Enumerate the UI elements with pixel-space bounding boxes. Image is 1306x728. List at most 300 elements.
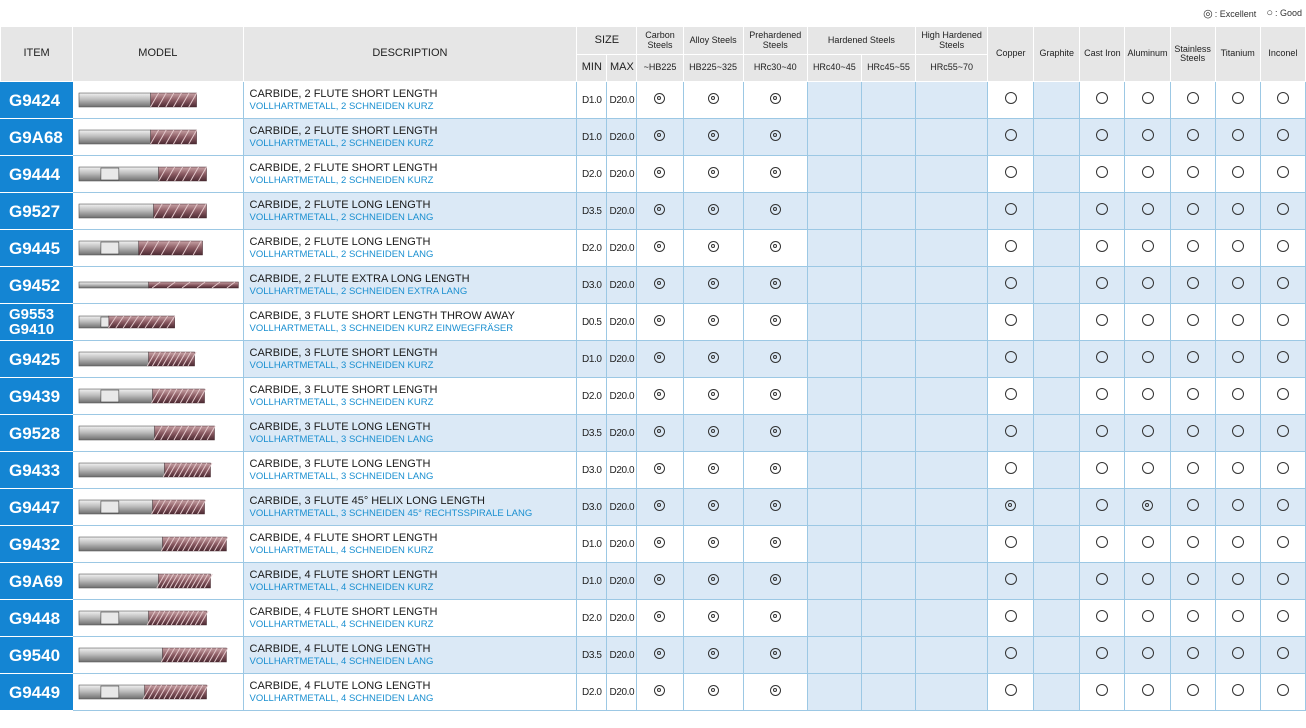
rating-alloy-steels: [683, 452, 743, 489]
rating-hardened-45-55: [861, 304, 915, 341]
item-code-text[interactable]: G9424: [9, 90, 61, 110]
rating-aluminum: [1125, 230, 1170, 267]
rating-high-hardened-55-70: [916, 415, 988, 452]
rating-alloy-steels: [683, 119, 743, 156]
rating-hardened-40-45: [807, 156, 861, 193]
header-hrc55-70: HRc55~70: [916, 55, 988, 82]
rating-hardened-40-45: [807, 341, 861, 378]
end-mill-icon: [75, 569, 240, 593]
good-icon: [1096, 351, 1108, 363]
good-icon: [1277, 388, 1289, 400]
model-image: [73, 304, 243, 341]
description-cell: [243, 526, 577, 563]
excellent-icon: [708, 315, 719, 326]
size-max: D20.0: [607, 415, 637, 452]
description-en: CARBIDE, 4 FLUTE SHORT LENGTH: [249, 568, 438, 581]
rating-graphite: [1034, 156, 1080, 193]
rating-titanium: [1215, 341, 1260, 378]
table-row: [1, 378, 1306, 415]
item-code-text[interactable]: G9410: [9, 321, 55, 338]
description-de: VOLLHARTMETALL, 4 SCHNEIDEN LANG: [249, 692, 434, 704]
rating-titanium: [1215, 304, 1260, 341]
good-icon: [1187, 462, 1199, 474]
good-icon: [1277, 240, 1289, 252]
excellent-icon: [708, 611, 719, 622]
good-icon: [1187, 351, 1199, 363]
rating-prehardened-steels: [743, 230, 807, 267]
good-icon: [1277, 92, 1289, 104]
description-en: CARBIDE, 3 FLUTE SHORT LENGTH: [249, 383, 438, 396]
item-code[interactable]: [1, 82, 73, 119]
rating-carbon-steels: [637, 452, 683, 489]
description-de: VOLLHARTMETALL, 2 SCHNEIDEN EXTRA LANG: [249, 285, 468, 297]
good-icon: [1005, 647, 1017, 659]
description-de: VOLLHARTMETALL, 2 SCHNEIDEN KURZ: [249, 100, 434, 112]
model-image: [73, 637, 243, 674]
size-min: D3.5: [577, 193, 607, 230]
good-icon: [1232, 536, 1244, 548]
rating-graphite: [1034, 341, 1080, 378]
good-icon: [1005, 351, 1017, 363]
excellent-icon: [770, 648, 781, 659]
rating-copper: [988, 489, 1034, 526]
description-de: VOLLHARTMETALL, 3 SCHNEIDEN KURZ EINWEGFRÄSER: [249, 322, 514, 334]
rating-graphite: [1034, 489, 1080, 526]
good-icon: [1005, 573, 1017, 585]
description-en: CARBIDE, 3 FLUTE 45° HELIX LONG LENGTH: [249, 494, 485, 507]
good-icon: [1232, 573, 1244, 585]
good-icon: [1232, 647, 1244, 659]
good-icon: [1187, 240, 1199, 252]
rating-hardened-45-55: [861, 119, 915, 156]
item-code-text[interactable]: G9452: [9, 275, 61, 295]
item-code-text[interactable]: G9A69: [9, 571, 63, 591]
rating-high-hardened-55-70: [916, 600, 988, 637]
excellent-icon: [654, 389, 665, 400]
excellent-icon: [708, 93, 719, 104]
rating-titanium: [1215, 82, 1260, 119]
rating-alloy-steels: [683, 674, 743, 711]
end-mill-icon: [75, 384, 240, 408]
good-icon: [1187, 610, 1199, 622]
size-max: D20.0: [607, 193, 637, 230]
good-icon: [1142, 277, 1154, 289]
shank-flat: [101, 612, 119, 624]
description-de: VOLLHARTMETALL, 3 SCHNEIDEN 45° RECHTSSPIRALE LANG: [249, 507, 533, 519]
excellent-icon: [770, 685, 781, 696]
item-code[interactable]: [1, 415, 73, 452]
description-cell: [243, 82, 577, 119]
item-code-text[interactable]: G9528: [9, 423, 61, 443]
good-icon: [1005, 92, 1017, 104]
size-min: D3.0: [577, 489, 607, 526]
good-icon: [1187, 166, 1199, 178]
model-image: [73, 267, 243, 304]
item-code[interactable]: [1, 230, 73, 267]
excellent-icon: [654, 241, 665, 252]
shank: [79, 282, 149, 288]
rating-hardened-40-45: [807, 489, 861, 526]
description-de: VOLLHARTMETALL, 4 SCHNEIDEN LANG: [249, 655, 434, 667]
good-icon: [1232, 92, 1244, 104]
rating-hardened-40-45: [807, 415, 861, 452]
size-max: D20.0: [607, 526, 637, 563]
rating-hardened-40-45: [807, 600, 861, 637]
good-icon: [1277, 203, 1289, 215]
rating-high-hardened-55-70: [916, 230, 988, 267]
end-mill-icon: [75, 273, 240, 297]
rating-alloy-steels: [683, 193, 743, 230]
rating-hardened-45-55: [861, 415, 915, 452]
excellent-icon: [654, 426, 665, 437]
rating-high-hardened-55-70: [916, 267, 988, 304]
good-icon: [1277, 314, 1289, 326]
rating-aluminum: [1125, 267, 1170, 304]
rating-high-hardened-55-70: [916, 341, 988, 378]
model-image: [73, 563, 243, 600]
rating-alloy-steels: [683, 415, 743, 452]
rating-aluminum: [1125, 378, 1170, 415]
good-icon: [1232, 351, 1244, 363]
rating-prehardened-steels: [743, 341, 807, 378]
rating-stainless-steels: [1170, 489, 1215, 526]
rating-prehardened-steels: [743, 563, 807, 600]
rating-graphite: [1034, 526, 1080, 563]
rating-copper: [988, 674, 1034, 711]
size-max: D20.0: [607, 119, 637, 156]
item-code[interactable]: [1, 674, 73, 711]
rating-hardened-40-45: [807, 452, 861, 489]
rating-stainless-steels: [1170, 563, 1215, 600]
item-code[interactable]: [1, 563, 73, 600]
rating-alloy-steels: [683, 600, 743, 637]
description-de: VOLLHARTMETALL, 4 SCHNEIDEN KURZ: [249, 618, 434, 630]
item-code[interactable]: [1, 526, 73, 563]
item-code-text[interactable]: G9448: [9, 608, 61, 628]
good-icon: [1187, 425, 1199, 437]
rating-alloy-steels: [683, 526, 743, 563]
item-code-text[interactable]: G9432: [9, 534, 61, 554]
item-code-text[interactable]: G9445: [9, 238, 61, 258]
good-icon: [1187, 92, 1199, 104]
description-de: VOLLHARTMETALL, 4 SCHNEIDEN KURZ: [249, 581, 434, 593]
legend-excellent: ◎ : Excellent: [1203, 7, 1257, 20]
description-cell: [243, 341, 577, 378]
description-en: CARBIDE, 2 FLUTE LONG LENGTH: [249, 198, 431, 211]
table-row: [1, 341, 1306, 378]
excellent-icon: [708, 500, 719, 511]
rating-hardened-40-45: [807, 563, 861, 600]
item-code-text[interactable]: G9425: [9, 349, 61, 369]
excellent-icon: [654, 204, 665, 215]
rating-high-hardened-55-70: [916, 82, 988, 119]
good-icon: [1232, 166, 1244, 178]
item-code[interactable]: [1, 119, 73, 156]
rating-titanium: [1215, 489, 1260, 526]
excellent-icon: [654, 500, 665, 511]
rating-alloy-steels: [683, 267, 743, 304]
rating-prehardened-steels: [743, 415, 807, 452]
good-icon: [1142, 203, 1154, 215]
item-code-text[interactable]: G9A68: [9, 127, 63, 147]
good-icon: [1096, 277, 1108, 289]
item-code[interactable]: [1, 267, 73, 304]
rating-cast-iron: [1080, 341, 1125, 378]
model-image: [73, 600, 243, 637]
good-icon: [1277, 129, 1289, 141]
rating-inconel: [1260, 119, 1305, 156]
header-carbon-steels: Carbon Steels: [637, 27, 683, 55]
good-icon: [1277, 166, 1289, 178]
excellent-icon: [654, 278, 665, 289]
excellent-icon: [654, 574, 665, 585]
good-icon: [1142, 573, 1154, 585]
size-max: D20.0: [607, 341, 637, 378]
good-icon: [1005, 314, 1017, 326]
end-mill-icon: [75, 347, 240, 371]
good-icon: [1096, 647, 1108, 659]
good-icon: [1142, 351, 1154, 363]
rating-prehardened-steels: [743, 156, 807, 193]
good-icon: [1277, 425, 1289, 437]
description-de: VOLLHARTMETALL, 3 SCHNEIDEN KURZ: [249, 396, 434, 408]
rating-hardened-45-55: [861, 674, 915, 711]
model-image: [73, 341, 243, 378]
rating-inconel: [1260, 156, 1305, 193]
excellent-icon: [654, 648, 665, 659]
rating-copper: [988, 452, 1034, 489]
good-icon: [1096, 388, 1108, 400]
table-row: [1, 563, 1306, 600]
rating-high-hardened-55-70: [916, 378, 988, 415]
rating-hardened-45-55: [861, 82, 915, 119]
rating-hardened-40-45: [807, 378, 861, 415]
model-image: [73, 193, 243, 230]
rating-high-hardened-55-70: [916, 119, 988, 156]
good-icon: [1096, 573, 1108, 585]
rating-inconel: [1260, 452, 1305, 489]
rating-copper: [988, 637, 1034, 674]
item-code[interactable]: [1, 600, 73, 637]
header-size: SIZE: [577, 27, 637, 55]
shank-flat: [101, 168, 119, 180]
excellent-icon: [708, 648, 719, 659]
item-code[interactable]: [1, 304, 73, 341]
rating-stainless-steels: [1170, 267, 1215, 304]
shank: [79, 93, 151, 107]
end-mill-icon: [75, 421, 240, 445]
item-code-text[interactable]: G9444: [9, 164, 61, 184]
rating-copper: [988, 563, 1034, 600]
rating-cast-iron: [1080, 637, 1125, 674]
excellent-icon: [654, 130, 665, 141]
product-table: [0, 26, 1306, 711]
description-cell: [243, 119, 577, 156]
table-row: [1, 156, 1306, 193]
rating-hardened-45-55: [861, 193, 915, 230]
item-code[interactable]: [1, 341, 73, 378]
excellent-icon: [770, 426, 781, 437]
table-row: [1, 674, 1306, 711]
flute: [154, 204, 207, 218]
rating-hardened-40-45: [807, 304, 861, 341]
rating-aluminum: [1125, 674, 1170, 711]
shank-flat: [101, 686, 119, 698]
size-min: D1.0: [577, 82, 607, 119]
description-en: CARBIDE, 4 FLUTE LONG LENGTH: [249, 642, 431, 655]
end-mill-icon: [75, 199, 240, 223]
rating-cast-iron: [1080, 267, 1125, 304]
good-icon: [1142, 425, 1154, 437]
item-code[interactable]: [1, 378, 73, 415]
size-max: D20.0: [607, 82, 637, 119]
excellent-icon: [770, 93, 781, 104]
end-mill-icon: [75, 236, 240, 260]
rating-alloy-steels: [683, 156, 743, 193]
rating-cast-iron: [1080, 415, 1125, 452]
end-mill-icon: [75, 495, 240, 519]
rating-carbon-steels: [637, 674, 683, 711]
description-cell: [243, 563, 577, 600]
excellent-icon: [770, 463, 781, 474]
rating-hardened-40-45: [807, 674, 861, 711]
rating-alloy-steels: [683, 637, 743, 674]
size-min: D1.0: [577, 563, 607, 600]
rating-prehardened-steels: [743, 193, 807, 230]
legend: [0, 0, 1306, 26]
item-code-text[interactable]: G9540: [9, 645, 61, 665]
description-de: VOLLHARTMETALL, 3 SCHNEIDEN LANG: [249, 433, 434, 445]
rating-inconel: [1260, 489, 1305, 526]
rating-cast-iron: [1080, 600, 1125, 637]
good-icon: [1096, 92, 1108, 104]
rating-aluminum: [1125, 119, 1170, 156]
size-min: D2.0: [577, 674, 607, 711]
excellent-icon: [654, 167, 665, 178]
good-icon: [1232, 277, 1244, 289]
size-min: D3.5: [577, 637, 607, 674]
rating-hardened-45-55: [861, 378, 915, 415]
header-model: MODEL: [73, 27, 243, 82]
item-code-text[interactable]: G9447: [9, 497, 61, 517]
rating-hardened-45-55: [861, 156, 915, 193]
rating-carbon-steels: [637, 563, 683, 600]
good-icon: [1142, 166, 1154, 178]
rating-high-hardened-55-70: [916, 526, 988, 563]
item-code-text[interactable]: G9433: [9, 460, 61, 480]
rating-inconel: [1260, 378, 1305, 415]
rating-cast-iron: [1080, 82, 1125, 119]
rating-alloy-steels: [683, 304, 743, 341]
good-icon: [1096, 462, 1108, 474]
good-icon: [1232, 388, 1244, 400]
excellent-icon: [708, 574, 719, 585]
flute: [149, 282, 239, 288]
item-code-text[interactable]: G9449: [9, 682, 61, 702]
shank-flat: [101, 501, 119, 513]
rating-titanium: [1215, 230, 1260, 267]
table-row: [1, 415, 1306, 452]
size-max: D20.0: [607, 378, 637, 415]
good-icon: [1187, 314, 1199, 326]
rating-prehardened-steels: [743, 304, 807, 341]
header-copper: Copper: [988, 27, 1034, 82]
rating-inconel: [1260, 563, 1305, 600]
rating-hardened-45-55: [861, 452, 915, 489]
rating-alloy-steels: [683, 230, 743, 267]
good-icon: [1187, 647, 1199, 659]
rating-titanium: [1215, 119, 1260, 156]
description-en: CARBIDE, 2 FLUTE SHORT LENGTH: [249, 87, 438, 100]
description-en: CARBIDE, 2 FLUTE SHORT LENGTH: [249, 161, 438, 174]
description-cell: [243, 415, 577, 452]
item-code-text[interactable]: G9527: [9, 201, 61, 221]
rating-cast-iron: [1080, 452, 1125, 489]
rating-aluminum: [1125, 304, 1170, 341]
item-code-text[interactable]: G9439: [9, 386, 61, 406]
rating-stainless-steels: [1170, 230, 1215, 267]
model-image: [73, 378, 243, 415]
item-code[interactable]: [1, 193, 73, 230]
rating-cast-iron: [1080, 378, 1125, 415]
good-icon: [1005, 536, 1017, 548]
size-min: D1.0: [577, 526, 607, 563]
item-code-text[interactable]: G9553: [9, 306, 55, 323]
model-image: [73, 674, 243, 711]
item-code[interactable]: [1, 156, 73, 193]
table-row: [1, 637, 1306, 674]
rating-titanium: [1215, 674, 1260, 711]
rating-stainless-steels: [1170, 637, 1215, 674]
rating-titanium: [1215, 452, 1260, 489]
description-de: VOLLHARTMETALL, 2 SCHNEIDEN LANG: [249, 211, 434, 223]
rating-aluminum: [1125, 452, 1170, 489]
rating-hardened-45-55: [861, 341, 915, 378]
excellent-icon: [770, 389, 781, 400]
size-max: D20.0: [607, 637, 637, 674]
rating-inconel: [1260, 267, 1305, 304]
size-max: D20.0: [607, 267, 637, 304]
item-code[interactable]: [1, 489, 73, 526]
good-icon: [1096, 129, 1108, 141]
rating-alloy-steels: [683, 378, 743, 415]
description-cell: [243, 156, 577, 193]
model-image: [73, 526, 243, 563]
rating-stainless-steels: [1170, 674, 1215, 711]
rating-prehardened-steels: [743, 452, 807, 489]
rating-prehardened-steels: [743, 489, 807, 526]
size-min: D1.0: [577, 341, 607, 378]
rating-alloy-steels: [683, 563, 743, 600]
item-code[interactable]: [1, 452, 73, 489]
rating-cast-iron: [1080, 674, 1125, 711]
rating-graphite: [1034, 82, 1080, 119]
model-image: [73, 82, 243, 119]
description-cell: [243, 489, 577, 526]
rating-copper: [988, 82, 1034, 119]
header-item: ITEM: [1, 27, 73, 82]
size-min: D3.0: [577, 267, 607, 304]
shank-flat: [101, 390, 119, 402]
item-code[interactable]: [1, 637, 73, 674]
good-icon: [1277, 536, 1289, 548]
rating-carbon-steels: [637, 193, 683, 230]
rating-cast-iron: [1080, 193, 1125, 230]
header-cast-iron: Cast Iron: [1080, 27, 1125, 82]
excellent-icon: [770, 352, 781, 363]
description-en: CARBIDE, 4 FLUTE SHORT LENGTH: [249, 531, 438, 544]
end-mill-icon: [75, 125, 240, 149]
